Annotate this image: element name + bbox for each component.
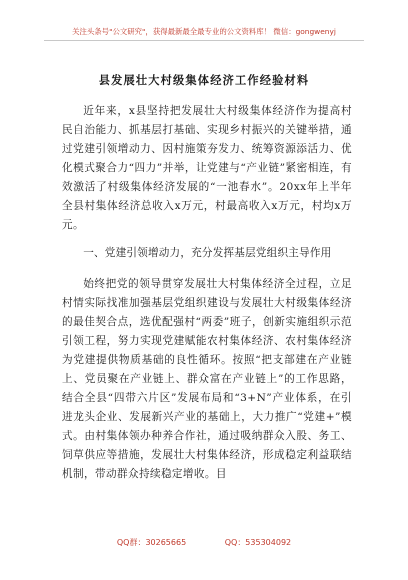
header-divider [44, 40, 364, 41]
document-title: 县发展壮大村级集体经济工作经验材料 [98, 73, 310, 87]
footer-qq-group: QQ群：30265665 [116, 538, 187, 547]
header-banner: 关注头条号"公文研究"，获得最新最全最专业的公文资料库！ 微信：gongwenyj [72, 27, 336, 36]
footer-contacts [0, 537, 408, 548]
section-heading: 一、党建引领增动力，充分发挥基层党组织主导作用 [83, 247, 332, 259]
section-paragraph: 始终把党的领导贯穿发展壮大村集体经济全过程，立足村情实际找准加强基层党组织建设与发展壮大村级集体经济的最佳契合点，选优配强村“两委”班子，创新实施组织示范引领工程，努力实现党建赋能农村集体经济、农村集体经济为党建提供物质基础的良性循环。按照“把支部建在产业链上、党员聚在产业链上、群众富在产业链上”的工作思路，结合全县“四带六片区”发展布局和“3+N”产业体系，在引进龙头企业、发展新兴产业的基础上，大力推广“党建+”模式。由村集体领办种养合作社，通过吸纳群众入股、务工、饲草供应等措施，发展壮大村集体经济，形成稳定利益联结机制，带动群众持续稳定增收。目 [62, 278, 352, 480]
document-body [62, 102, 352, 484]
footer-qq: QQ：535304092 [224, 538, 292, 547]
intro-paragraph: 近年来，x县坚持把发展壮大村级集体经济作为提高村民自治能力、抓基层打基础、实现乡村振兴的关键举措，通过党建引领增动力、因村施策夯发力、统筹资源添活力、优化模式聚合力“四力”并举，让党建与“产业链”紧密相连，有效激活了村级集体经济发展的“一池春水”。20xx年上半年全县村集体经济总收入x万元，村最高收入x万元，村均x万元。 [62, 105, 352, 231]
